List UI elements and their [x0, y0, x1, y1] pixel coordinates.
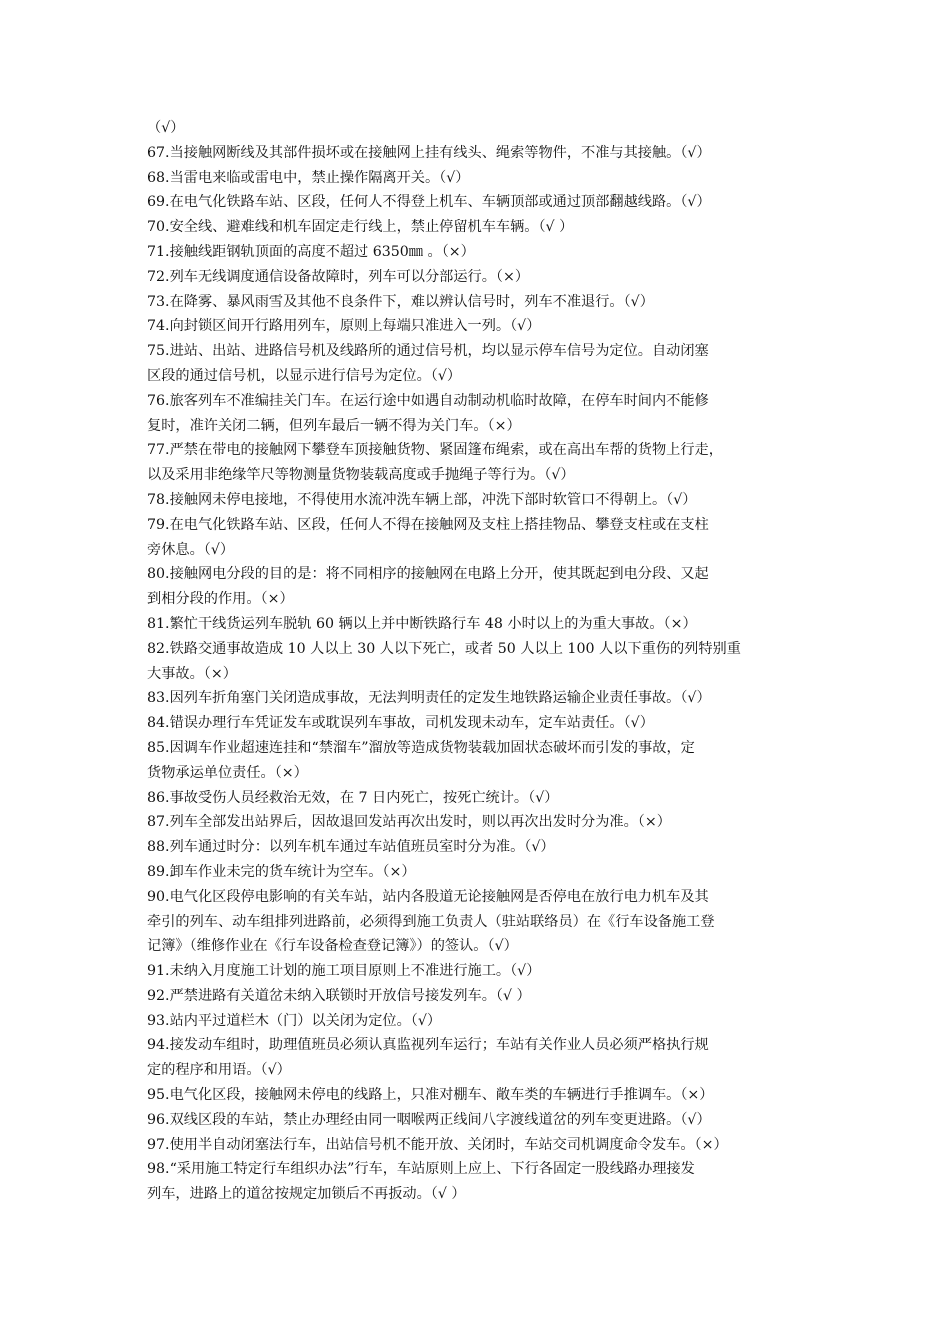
text-line: 94.接发动车组时，助理值班员必须认真监视列车运行；车站有关作业人员必须严格执行规: [147, 1037, 709, 1054]
text-line: 92.严禁进路有关道岔未纳入联锁时开放信号接发列车。（√ ）: [147, 987, 531, 1004]
text-line: 83.因列车折角塞门关闭造成事故，无法判明责任的定发生地铁路运输企业责任事故。（√）: [147, 690, 711, 707]
text-line: 复时，准许关闭二辆，但列车最后一辆不得为关门车。（×）: [147, 417, 521, 434]
text-line: 90.电气化区段停电影响的有关车站，站内各股道无论接触网是否停电在放行电力机车及其: [147, 888, 709, 905]
text-line: 72.列车无线调度通信设备故障时，列车可以分部运行。（×）: [147, 268, 530, 285]
text-line: 81.繁忙干线货运列车脱轨 60 辆以上并中断铁路行车 48 小时以上的为重大事故。（×）: [147, 615, 697, 632]
text-line: 73.在降雾、暴风雨雪及其他不良条件下，难以辨认信号时，列车不准退行。（√）: [147, 293, 654, 310]
text-line: 牵引的列车、动车组排列进路前，必须得到施工负责人（驻站联络员）在《行车设备施工登: [147, 913, 715, 930]
text-line: 87.列车全部发出站界后，因故退回发站再次出发时，则以再次出发时分为准。（×）: [147, 814, 671, 831]
text-line: 91.未纳入月度施工计划的施工项目原则上不准进行施工。（√）: [147, 963, 541, 980]
text-line: 67.当接触网断线及其部件损坏或在接触网上挂有线头、绳索等物件，不准与其接触。（√）: [147, 144, 711, 161]
text-line: 到相分段的作用。（×）: [147, 591, 294, 608]
text-line: 记簿》（维修作业在《行车设备检查登记簿》）的签认。（√）: [147, 938, 518, 955]
text-line: 74.向封锁区间开行路用列车，原则上每端只准进入一列。（√）: [147, 318, 541, 335]
text-line: 98.“采用施工特定行车组织办法”行车，车站原则上应上、下行各固定一股线路办理接发: [147, 1161, 695, 1178]
text-line: 定的程序和用语。（√）: [147, 1062, 291, 1079]
text-line: 84.错误办理行车凭证发车或耽误列车事故，司机发现未动车，定车站责任。（√）: [147, 715, 654, 732]
text-line: 列车，进路上的道岔按规定加锁后不再扳动。（√ ）: [147, 1186, 466, 1203]
text-line: 93.站内平过道栏木（门）以关闭为定位。（√）: [147, 1012, 442, 1029]
text-line: 80.接触网电分段的目的是：将不同相序的接触网在电路上分开，使其既起到电分段、又起: [147, 566, 709, 583]
text-line: 82.铁路交通事故造成 10 人以上 30 人以下死亡，或者 50 人以上 100 人以下重伤的列特别重: [147, 640, 741, 657]
text-line: 68.当雷电来临或雷电中，禁止操作隔离开关。（√）: [147, 169, 470, 186]
text-line: 77.严禁在带电的接触网下攀登车顶接触货物、紧固篷布绳索，或在高出车帮的货物上行走，: [147, 442, 723, 459]
text-line: 96.双线区段的车站，禁止办理经由同一咽喉两正线间八字渡线道岔的列车变更进路。（√）: [147, 1111, 711, 1128]
text-line: 区段的通过信号机，以显示进行信号为定位。（√）: [147, 367, 462, 384]
text-line: 88.列车通过时分：以列车机车通过车站值班员室时分为准。（√）: [147, 839, 555, 856]
text-line: 70.安全线、避难线和机车固定走行线上，禁止停留机车车辆。（√ ）: [147, 219, 574, 236]
text-line: 78.接触网未停电接地，不得使用水流冲洗车辆上部，冲洗下部时软管口不得朝上。（√）: [147, 491, 697, 508]
text-line: 79.在电气化铁路车站、区段，任何人不得在接触网及支柱上搭挂物品、攀登支柱或在支柱: [147, 516, 709, 533]
text-line: 95.电气化区段，接触网未停电的线路上，只准对棚车、敞车类的车辆进行手推调车。（×）: [147, 1087, 714, 1104]
text-line: 97.使用半自动闭塞法行车，出站信号机不能开放、关闭时，车站交司机调度命令发车。（×）: [147, 1136, 728, 1153]
text-line: 以及采用非绝缘竿尺等物测量货物装载高度或手抛绳子等行为。（√）: [147, 467, 575, 484]
document-body: [147, 116, 812, 1207]
text-line: 75.进站、出站、进路信号机及线路所的通过信号机，均以显示停车信号为定位。自动闭塞: [147, 343, 709, 360]
text-line: 71.接触线距钢轨顶面的高度不超过 6350㎜ 。（×）: [147, 243, 475, 260]
text-line: （√）: [147, 120, 185, 136]
text-line: 大事故。（×）: [147, 665, 237, 682]
text-line: 86.事故受伤人员经救治无效，在 7 日内死亡，按死亡统计。（√）: [147, 789, 559, 806]
text-line: 76.旅客列车不准编挂关门车。在运行途中如遇自动制动机临时故障，在停车时间内不能修: [147, 392, 709, 409]
text-line: 69.在电气化铁路车站、区段，任何人不得登上机车、车辆顶部或通过顶部翻越线路。（√）: [147, 194, 711, 211]
text-line: 旁休息。（√）: [147, 541, 235, 558]
text-line: 85.因调车作业超速连挂和“禁溜车”溜放等造成货物装载加固状态破坏而引发的事故，定: [147, 739, 695, 756]
text-line: 89.卸车作业未完的货车统计为空车。（×）: [147, 863, 416, 880]
text-line: 货物承运单位责任。（×）: [147, 764, 308, 781]
